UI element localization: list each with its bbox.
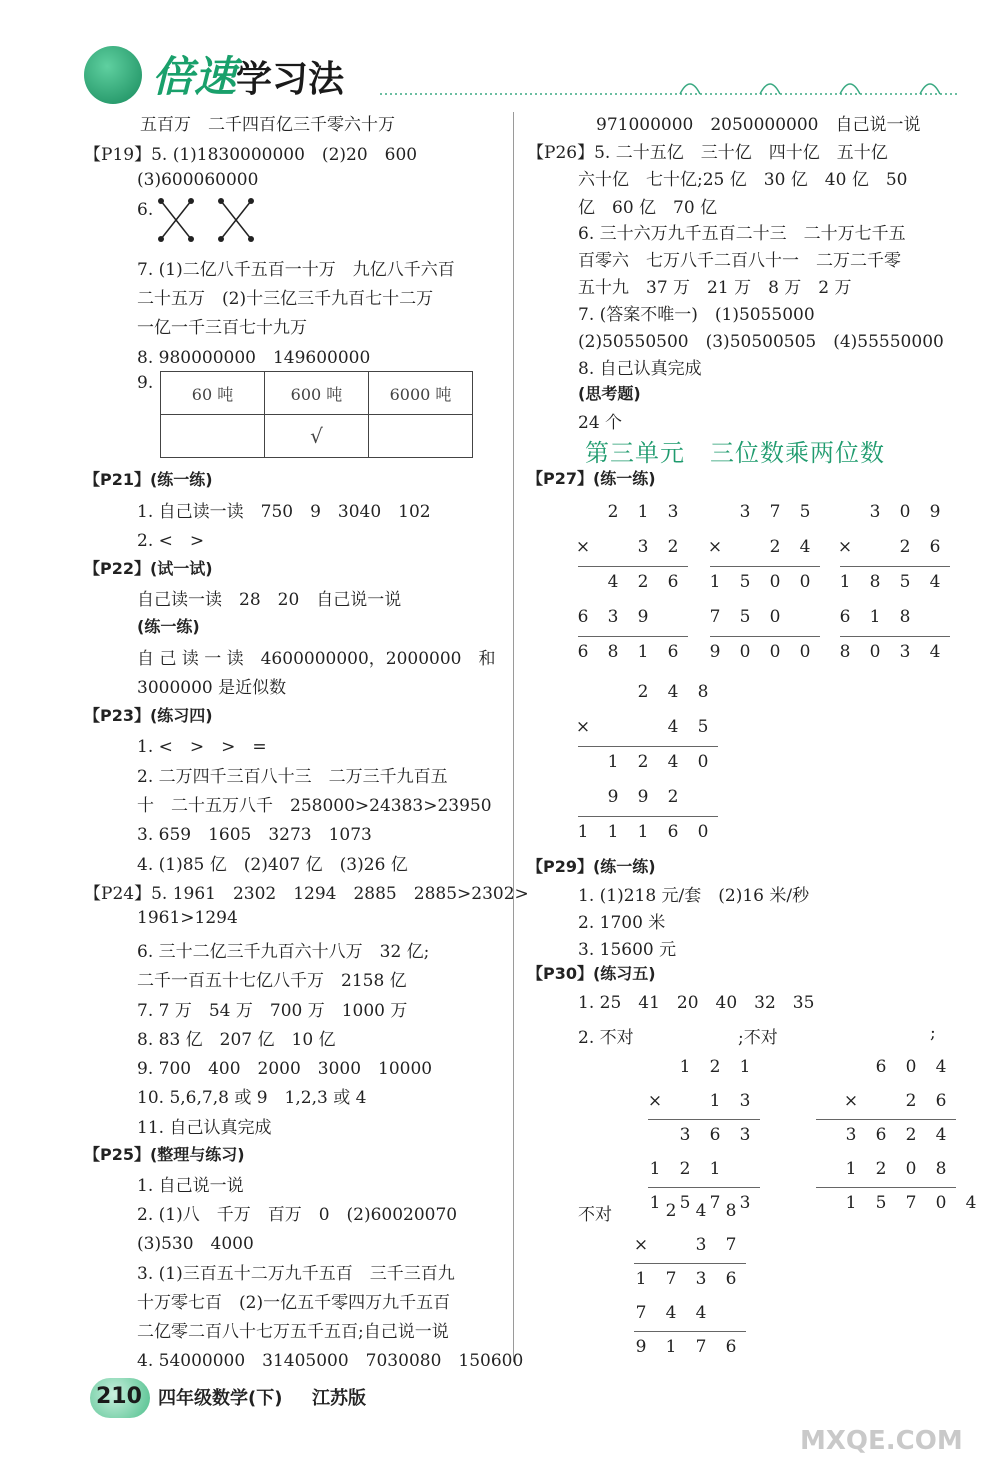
sum-line (816, 1187, 956, 1188)
answer-line-l27: 7. 7 万 54 万 700 万 1000 万 (137, 1001, 408, 1021)
digit: 3 (695, 1269, 707, 1289)
answer-line-l34: 2. (1)八 千万 百万 0 (2)60020070 (137, 1205, 458, 1225)
digit: 2 (769, 537, 781, 557)
answer-line-r11: 24 个 (578, 413, 623, 433)
digit: 2 (899, 537, 911, 557)
digit: 0 (899, 502, 911, 522)
answer-line-r8: (2)50550500 (3)50500505 (4)55550000 (578, 332, 944, 352)
digit: 3 (739, 1193, 751, 1213)
digit: 5 (697, 717, 709, 737)
answer-line-r0: 971000000 2050000000 自己说一说 (596, 115, 921, 135)
answer-line-l14: (练一练) (137, 617, 200, 636)
digit: 2 (667, 787, 679, 807)
digit: 1 (739, 1057, 751, 1077)
digit: 0 (739, 642, 751, 662)
digit: 1 (845, 1193, 857, 1213)
digit: 6 (839, 607, 851, 627)
digit: 2 (667, 537, 679, 557)
book-edition: 江苏版 (312, 1388, 366, 1409)
answer-line-r3: 亿 60 亿 70 亿 (578, 198, 718, 218)
digit: 4 (695, 1303, 707, 1323)
digit: 1 (845, 1159, 857, 1179)
digit: 1 (607, 752, 619, 772)
answer-line-l24: 1961>1294 (137, 908, 238, 928)
answer-line-l21: 3. 659 1605 3273 1073 (137, 825, 372, 845)
digit: 2 (875, 1159, 887, 1179)
digit: 6 (725, 1337, 737, 1357)
answer-line-l0: 五百万 二千四百亿三千零六十万 (140, 115, 395, 135)
logo-emblem (84, 46, 142, 104)
sum-line (710, 636, 820, 637)
answer-line-r20: ;不对 (738, 1028, 778, 1048)
column-divider (513, 112, 514, 1362)
answer-line-l31: 11. 自己认真完成 (137, 1118, 272, 1138)
digit: 0 (935, 1193, 947, 1213)
digit: 7 (905, 1193, 917, 1213)
digit: 5 (875, 1193, 887, 1213)
answer-line-r13: 【P29】(练一练) (527, 857, 656, 876)
digit: 4 (935, 1125, 947, 1145)
answer-line-l8: 9. (137, 373, 154, 393)
digit: 8 (697, 682, 709, 702)
weight-table (160, 371, 473, 458)
digit: 4 (929, 572, 941, 592)
answer-line-l2: (3)600060000 (137, 170, 259, 190)
digit: 7 (695, 1337, 707, 1357)
digit: 9 (635, 1337, 647, 1357)
digit: 0 (905, 1057, 917, 1077)
digit: 6 (709, 1125, 721, 1145)
digit: 4 (799, 537, 811, 557)
section-title: 第三单元 三位数乘两位数 (585, 439, 885, 467)
digit: 5 (739, 607, 751, 627)
digit: 1 (577, 822, 589, 842)
brand-part-b: 学习法 (236, 59, 345, 100)
digit: 2 (665, 1201, 677, 1221)
digit: 2 (637, 752, 649, 772)
digit: 7 (709, 1193, 721, 1213)
answer-line-r14: 1. (1)218 元/套 (2)16 米/秒 (578, 886, 810, 906)
sum-line (578, 566, 688, 567)
digit: 7 (725, 1235, 737, 1255)
answer-line-l12: 【P22】(试一试) (84, 559, 213, 578)
digit: 3 (667, 502, 679, 522)
digit: × (837, 537, 853, 557)
digit: 1 (665, 1337, 677, 1357)
digit: 4 (667, 717, 679, 737)
digit: 0 (769, 642, 781, 662)
digit: 8 (935, 1159, 947, 1179)
digit: 7 (769, 502, 781, 522)
answer-line-l39: 4. 54000000 31405000 7030080 150600 (137, 1351, 524, 1371)
digit: 4 (695, 1201, 707, 1221)
weight-header: 60 吨 (161, 372, 265, 415)
sum-line (840, 566, 950, 567)
digit: 4 (965, 1193, 977, 1213)
answer-line-l6: 一亿一千三百七十九万 (137, 318, 307, 338)
answer-line-r9: 8. 自己认真完成 (578, 359, 702, 379)
answer-line-r16: 3. 15600 元 (578, 940, 677, 960)
sum-line (578, 746, 718, 747)
digit: 5 (739, 572, 751, 592)
digit: × (575, 717, 591, 737)
digit: 0 (905, 1159, 917, 1179)
answer-line-l3: 6. (137, 200, 154, 220)
digit: 1 (637, 502, 649, 522)
digit: 1 (869, 607, 881, 627)
answer-line-l29: 9. 700 400 2000 3000 10000 (137, 1059, 433, 1079)
digit: × (647, 1091, 663, 1111)
weight-cell-check: √ (265, 415, 369, 458)
digit: 8 (869, 572, 881, 592)
digit: 6 (929, 537, 941, 557)
answer-line-l11: 2. < > (137, 531, 205, 551)
vertical-multiplication (575, 676, 718, 851)
answer-line-r1: 【P26】5. 二十五亿 三十亿 四十亿 五十亿 (527, 143, 888, 163)
answer-line-l36: 3. (1)三百五十二万九千五百 三千三百九 (137, 1264, 455, 1284)
answer-line-r5: 百零六 七万八千二百八十一 二万二千零 (578, 251, 901, 271)
digit: × (843, 1091, 859, 1111)
answer-line-r18: 1. 25 41 20 40 32 35 (578, 993, 815, 1013)
answer-line-l1: 【P19】5. (1)1830000000 (2)20 600 (84, 145, 418, 165)
weight-header: 6000 吨 (369, 372, 473, 415)
digit: 9 (709, 642, 721, 662)
digit: 7 (709, 607, 721, 627)
digit: 9 (637, 787, 649, 807)
digit: × (633, 1235, 649, 1255)
answer-line-l26: 二千一百五十七亿八千万 2158 亿 (137, 971, 407, 991)
digit: 6 (577, 642, 589, 662)
answer-line-r21: ; (930, 1023, 936, 1043)
weight-cell (161, 415, 265, 458)
digit: 4 (929, 642, 941, 662)
answer-line-l35: (3)530 4000 (137, 1234, 254, 1254)
answer-line-r2: 六十亿 七十亿;25 亿 30 亿 40 亿 50 (578, 170, 908, 190)
brand-part-a: 倍速 (152, 52, 237, 101)
digit: 7 (665, 1269, 677, 1289)
answer-line-l20: 十 二十五万八千 258000>24383>23950 (137, 796, 492, 816)
digit: 0 (769, 572, 781, 592)
digit: 3 (695, 1235, 707, 1255)
digit: 1 (709, 1159, 721, 1179)
digit: 9 (929, 502, 941, 522)
answer-line-r15: 2. 1700 米 (578, 913, 666, 933)
answer-line-l30: 10. 5,6,7,8 或 9 1,2,3 或 4 (137, 1088, 367, 1108)
digit: 1 (649, 1193, 661, 1213)
digit: 0 (799, 572, 811, 592)
digit: 3 (869, 502, 881, 522)
answer-line-l15: 自 己 读 一 读 4600000000，2000000 和 (137, 649, 496, 669)
digit: 6 (875, 1057, 887, 1077)
answer-line-l13: 自己读一读 28 20 自己说一说 (137, 590, 402, 610)
digit: 6 (667, 642, 679, 662)
answer-line-l9: 【P21】(练一练) (84, 470, 213, 489)
digit: 6 (725, 1269, 737, 1289)
answer-line-l5: 二十五万 (2)十三亿三千九百七十二万 (137, 289, 434, 309)
answer-line-l10: 1. 自己读一读 750 9 3040 102 (137, 502, 431, 522)
digit: 1 (709, 572, 721, 592)
digit: 6 (667, 822, 679, 842)
digit: 1 (637, 822, 649, 842)
weight-header: 600 吨 (265, 372, 369, 415)
answer-line-r12: 【P27】(练一练) (527, 469, 656, 488)
digit: × (707, 537, 723, 557)
header-dotted-line (380, 70, 980, 100)
answer-line-r19: 2. 不对 (578, 1028, 634, 1048)
sum-line (634, 1263, 746, 1264)
answer-line-r4: 6. 三十六万九千五百二十三 二十万七千五 (578, 224, 906, 244)
answer-line-l7: 8. 980000000 149600000 (137, 348, 371, 368)
digit: 3 (607, 607, 619, 627)
digit: 5 (799, 502, 811, 522)
digit: 2 (679, 1159, 691, 1179)
digit: 8 (899, 607, 911, 627)
sum-line (648, 1187, 760, 1188)
digit: 6 (667, 572, 679, 592)
digit: 3 (845, 1125, 857, 1145)
answer-line-l32: 【P25】(整理与练习) (84, 1145, 245, 1164)
digit: 3 (679, 1125, 691, 1145)
digit: 0 (697, 822, 709, 842)
digit: 1 (679, 1057, 691, 1077)
digit: 6 (577, 607, 589, 627)
sum-line (648, 1119, 760, 1120)
digit: 1 (709, 1091, 721, 1111)
sum-line (578, 816, 718, 817)
answer-line-l38: 二亿零二百八十七万五千五百;自己说一说 (137, 1322, 449, 1342)
answer-line-r10: (思考题) (578, 384, 641, 403)
answer-line-l25: 6. 三十二亿三千九百六十八万 32 亿; (137, 942, 430, 962)
digit: 0 (799, 642, 811, 662)
digit: 3 (739, 1125, 751, 1145)
digit: 2 (709, 1057, 721, 1077)
digit: 8 (725, 1201, 737, 1221)
digit: 3 (739, 502, 751, 522)
digit: 3 (899, 642, 911, 662)
digit: 2 (637, 572, 649, 592)
digit: 2 (905, 1125, 917, 1145)
digit: 2 (637, 682, 649, 702)
digit: 1 (649, 1159, 661, 1179)
digit: 0 (869, 642, 881, 662)
digit: 4 (607, 572, 619, 592)
digit: 9 (607, 787, 619, 807)
digit: 5 (679, 1193, 691, 1213)
answer-line-r22: 不对 (578, 1205, 612, 1225)
digit: 1 (839, 572, 851, 592)
answer-line-l17: 【P23】(练习四) (84, 706, 213, 725)
digit: 1 (607, 822, 619, 842)
digit: 4 (665, 1303, 677, 1323)
vertical-multiplication (634, 1195, 746, 1365)
digit: 0 (769, 607, 781, 627)
digit: 5 (899, 572, 911, 592)
answer-line-l23: 【P24】5. 1961 2302 1294 2885 2885>2302> (84, 884, 529, 904)
answer-line-l22: 4. (1)85 亿 (2)407 亿 (3)26 亿 (137, 855, 408, 875)
digit: 8 (839, 642, 851, 662)
digit: 1 (637, 642, 649, 662)
digit: 6 (935, 1091, 947, 1111)
answer-line-l33: 1. 自己说一说 (137, 1176, 244, 1196)
digit: 2 (607, 502, 619, 522)
digit: 6 (875, 1125, 887, 1145)
answer-line-l18: 1. < > > = (137, 737, 267, 757)
vertical-multiplication (707, 496, 820, 671)
page-number: 210 (96, 1384, 142, 1409)
answer-line-l37: 十万零七百 (2)一亿五千零四万九千五百 (137, 1293, 451, 1313)
answer-line-l28: 8. 83 亿 207 亿 10 亿 (137, 1030, 336, 1050)
answer-line-r6: 五十九 37 万 21 万 8 万 2 万 (578, 278, 852, 298)
digit: 1 (635, 1269, 647, 1289)
digit: 7 (635, 1303, 647, 1323)
vertical-multiplication (816, 1051, 977, 1221)
vertical-multiplication (837, 496, 950, 671)
book-title: 四年级数学(下) (158, 1388, 283, 1409)
vertical-multiplication (575, 496, 688, 671)
digit: 3 (637, 537, 649, 557)
digit: 4 (667, 752, 679, 772)
cross-lines-drawing (155, 195, 265, 245)
brand-title (152, 44, 344, 104)
digit: 2 (905, 1091, 917, 1111)
sum-line (634, 1331, 746, 1332)
digit: 0 (697, 752, 709, 772)
answer-line-r7: 7. (答案不唯一) (1)5055000 (578, 305, 815, 325)
digit: 4 (667, 682, 679, 702)
weight-cell (369, 415, 473, 458)
digit: 3 (739, 1091, 751, 1111)
digit: 9 (637, 607, 649, 627)
answer-line-l19: 2. 二万四千三百八十三 二万三千九百五 (137, 767, 448, 787)
answer-line-l4: 7. (1)二亿八千五百一十万 九亿八千六百 (137, 260, 455, 280)
digit: 4 (935, 1057, 947, 1077)
digit: × (575, 537, 591, 557)
sum-line (840, 636, 950, 637)
sum-line (710, 566, 820, 567)
sum-line (578, 636, 688, 637)
answer-line-l16: 3000000 是近似数 (137, 678, 287, 698)
watermark: MXQE.COM (800, 1426, 963, 1456)
sum-line (816, 1119, 956, 1120)
digit: 8 (607, 642, 619, 662)
answer-line-r17: 【P30】(练习五) (527, 964, 656, 983)
